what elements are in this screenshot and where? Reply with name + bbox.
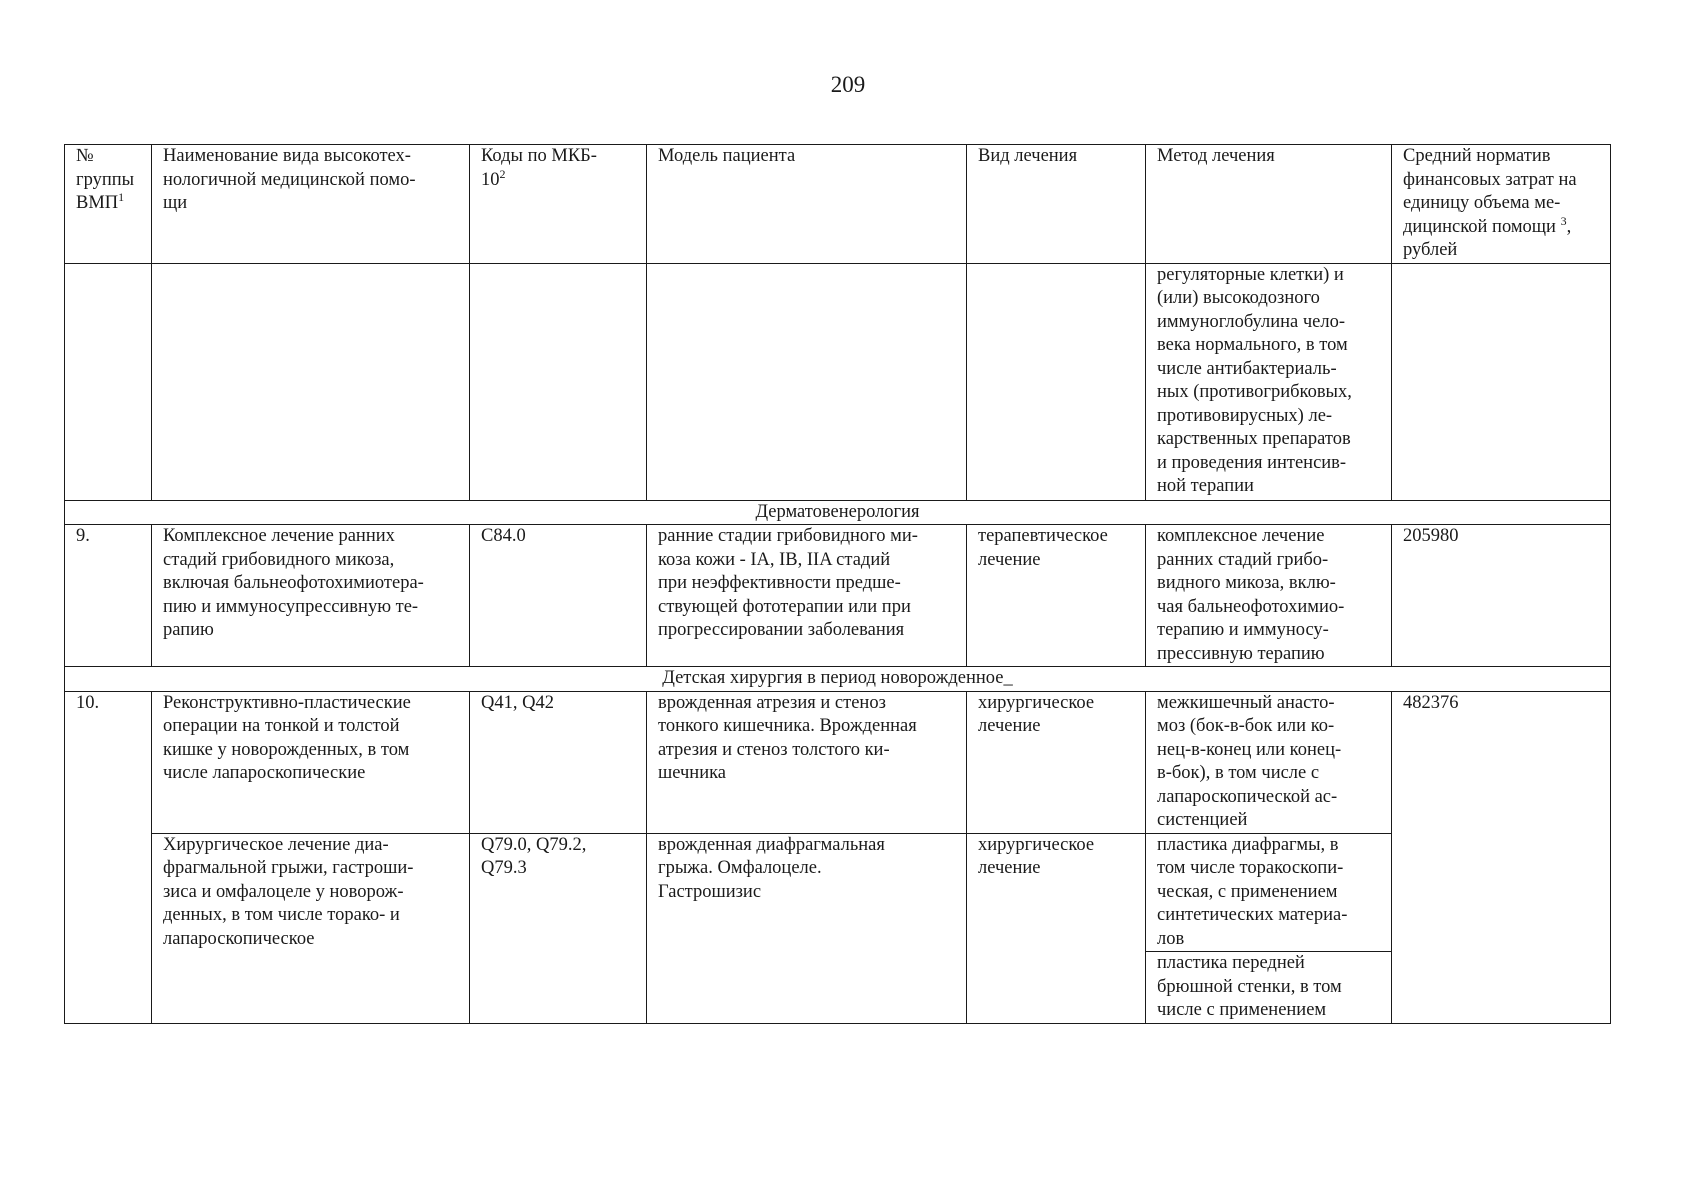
section-row	[65, 667, 1611, 692]
cell-patient-model: врожденная атрезия и стеноз тонкого кишечника. Врожденная атрезия и стеноз толстого ки- шечника	[647, 691, 967, 833]
cell-empty	[470, 263, 647, 500]
cell-treatment-method: пластика передней брюшной стенки, в том числе с применением	[1146, 952, 1392, 1024]
cell-empty	[967, 263, 1146, 500]
header-icd-codes: Коды по МКБ- $10^2$	[470, 145, 647, 264]
cell-group-number: 10.	[65, 691, 152, 1023]
cell-patient-model: ранние стадии грибовидного ми- коза кожи - IA, IB, IIA стадий при неэффективности предше- ствующей фототерапии или при прогрессировании заболевания	[647, 525, 967, 667]
header-treatment-type: Вид лечения	[967, 145, 1146, 264]
cell-treatment-type: хирургическое лечение	[967, 833, 1146, 1023]
header-vmp-name: Наименование вида высокотех- нологичной медицинской помо- щи	[152, 145, 470, 264]
cell-icd-codes: Q41, Q42	[470, 691, 647, 833]
header-treatment-method: Метод лечения	[1146, 145, 1392, 264]
footnote-mark: 2	[499, 166, 506, 181]
cell-treatment-method: пластика диафрагмы, в том числе торакоскопи- ческая, с применением синтетических материа- лов	[1146, 833, 1392, 952]
footnote-mark: 3	[1560, 213, 1567, 228]
cell-average-cost: 205980	[1392, 525, 1611, 667]
header-patient-model: Модель пациента	[647, 145, 967, 264]
cell-vmp-name: Реконструктивно-пластические операции на тонкой и толстой кишке у новорожденных, в том числе лапароскопические	[152, 691, 470, 833]
cell-icd-codes: C84.0	[470, 525, 647, 667]
cell-method: регуляторные клетки) и (или) высокодозного иммуноглобулина чело- века нормального, в том числе антибактериаль- ных (противогрибковых, противовирусных) ле- карственных препаратов и проведения интенсив- ной терапии	[1146, 263, 1392, 500]
table-row-continuation	[65, 263, 1611, 500]
cell-empty	[152, 263, 470, 500]
cell-group-number: 9.	[65, 525, 152, 667]
cell-icd-codes: Q79.0, Q79.2, Q79.3	[470, 833, 647, 1023]
table-row	[65, 525, 1611, 667]
cell-empty	[1392, 263, 1611, 500]
section-title: Детская хирургия в период новорожденное_	[65, 667, 1611, 692]
header-average-cost: Средний норматив финансовых затрат на единицу объема ме- дицинской помощи $^3$, рублей	[1392, 145, 1611, 264]
cell-treatment-type: терапевтическое лечение	[967, 525, 1146, 667]
cell-average-cost: 482376	[1392, 691, 1611, 1023]
table-row	[65, 691, 1611, 833]
header-group-number: № группы ВМП$^1$	[65, 145, 152, 264]
cell-vmp-name: Комплексное лечение ранних стадий грибовидного микоза, включая бальнеофотохимиотера- пию и иммуносупрессивную те- рапию	[152, 525, 470, 667]
section-row	[65, 500, 1611, 525]
cell-empty	[647, 263, 967, 500]
cell-vmp-name: Хирургическое лечение диа- фрагмальной грыжи, гастроши- зиса и омфалоцеле у новорож- денных, в том числе торако- и лапароскопическое	[152, 833, 470, 1023]
cell-treatment-method: межкишечный анасто- моз (бок-в-бок или ко- нец-в-конец или конец- в-бок), в том числе с лапароскопической ас- систенцией	[1146, 691, 1392, 833]
table-header-row	[65, 145, 1611, 264]
cell-treatment-method: комплексное лечение ранних стадий грибо- видного микоза, вклю- чая бальнеофотохимио- терапию и иммуносу- прессивную терапию	[1146, 525, 1392, 667]
cell-treatment-type: хирургическое лечение	[967, 691, 1146, 833]
cell-patient-model: врожденная диафрагмальная грыжа. Омфалоцеле. Гастрошизис	[647, 833, 967, 1023]
vmp-table	[64, 144, 1611, 1024]
footnote-mark: 1	[118, 189, 125, 204]
page-number: 209	[830, 72, 866, 97]
section-title: Дерматовенерология	[65, 500, 1611, 525]
cell-empty	[65, 263, 152, 500]
table-row	[65, 833, 1611, 952]
